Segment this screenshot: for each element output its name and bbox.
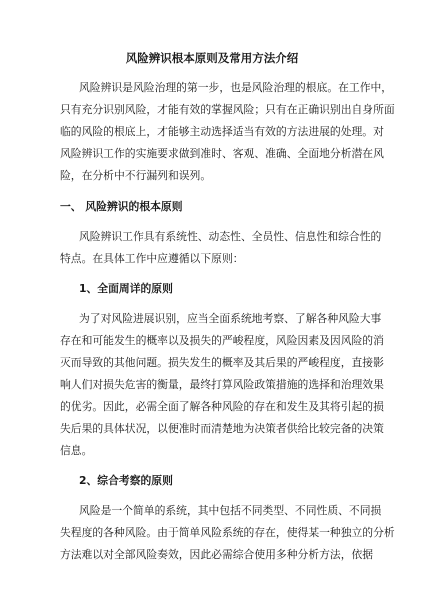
sub1-line-1: 为了对风险进展识别，应当全面系统地考察、了解各种风险大事	[79, 312, 382, 325]
intro-line-1: 风险辨识是风险治理的第一步，也是风险治理的根底。在工作中，	[79, 81, 393, 94]
section1-heading: 一、 风险辨识的根本原则	[60, 200, 183, 213]
intro-line-2: 只有充分识别风险，才能有效的掌握风险；只有在正确识别出自身所面	[60, 103, 395, 116]
intro-line-3: 临的风险的根底上，才能够主动选择适当有效的方法进展的处理。对	[60, 125, 384, 138]
intro-line-4: 风险辨识工作的实施要求做到准时、客观、准确、全面地分析潜在风	[60, 147, 384, 160]
sub1-line-6: 失后果的具体状况，以便准时而清楚地为决策者供给比较完备的决策	[60, 422, 384, 435]
sub1-line-4: 响人们对损失危害的衡量，最终打算风险政策措施的选择和治理效果	[60, 378, 384, 391]
sub2-line-2: 失程度的各种风险。由于简单风险系统的存在，使得某一种独立的分析	[60, 526, 395, 539]
sub1-line-2: 存在和可能发生的概率以及损失的严峻程度，风险因素及因风险的消	[60, 334, 384, 347]
document-title: 风险辨识根本原则及常用方法介绍	[125, 51, 299, 65]
sub1-line-5: 的优劣。因此，必需全面了解各种风险的存在和发生及其将引起的损	[60, 400, 384, 413]
sub1-heading: 1、全面周详的原则	[79, 282, 173, 295]
section1-line-1: 风险辨识工作具有系统性、动态性、全员性、信息性和综合性的	[79, 230, 382, 243]
sub1-line-7: 信息。	[60, 444, 93, 457]
sub1-line-3: 灭而导致的其他问题。损失发生的概率及其后果的严峻程度，直接影	[60, 356, 384, 369]
sub2-line-1: 风险是一个简单的系统，其中包括不同类型、不同性质、不同损	[79, 504, 382, 517]
sub2-line-3: 方法难以对全部风险奏效，因此必需综合使用多种分析方法，依据	[60, 548, 374, 561]
sub2-heading: 2、综合考察的原则	[79, 474, 173, 487]
section1-line-2: 特点。在具体工作中应遵循以下原则：	[60, 252, 244, 265]
intro-line-5: 险，在分析中不行漏列和误列。	[60, 169, 212, 182]
